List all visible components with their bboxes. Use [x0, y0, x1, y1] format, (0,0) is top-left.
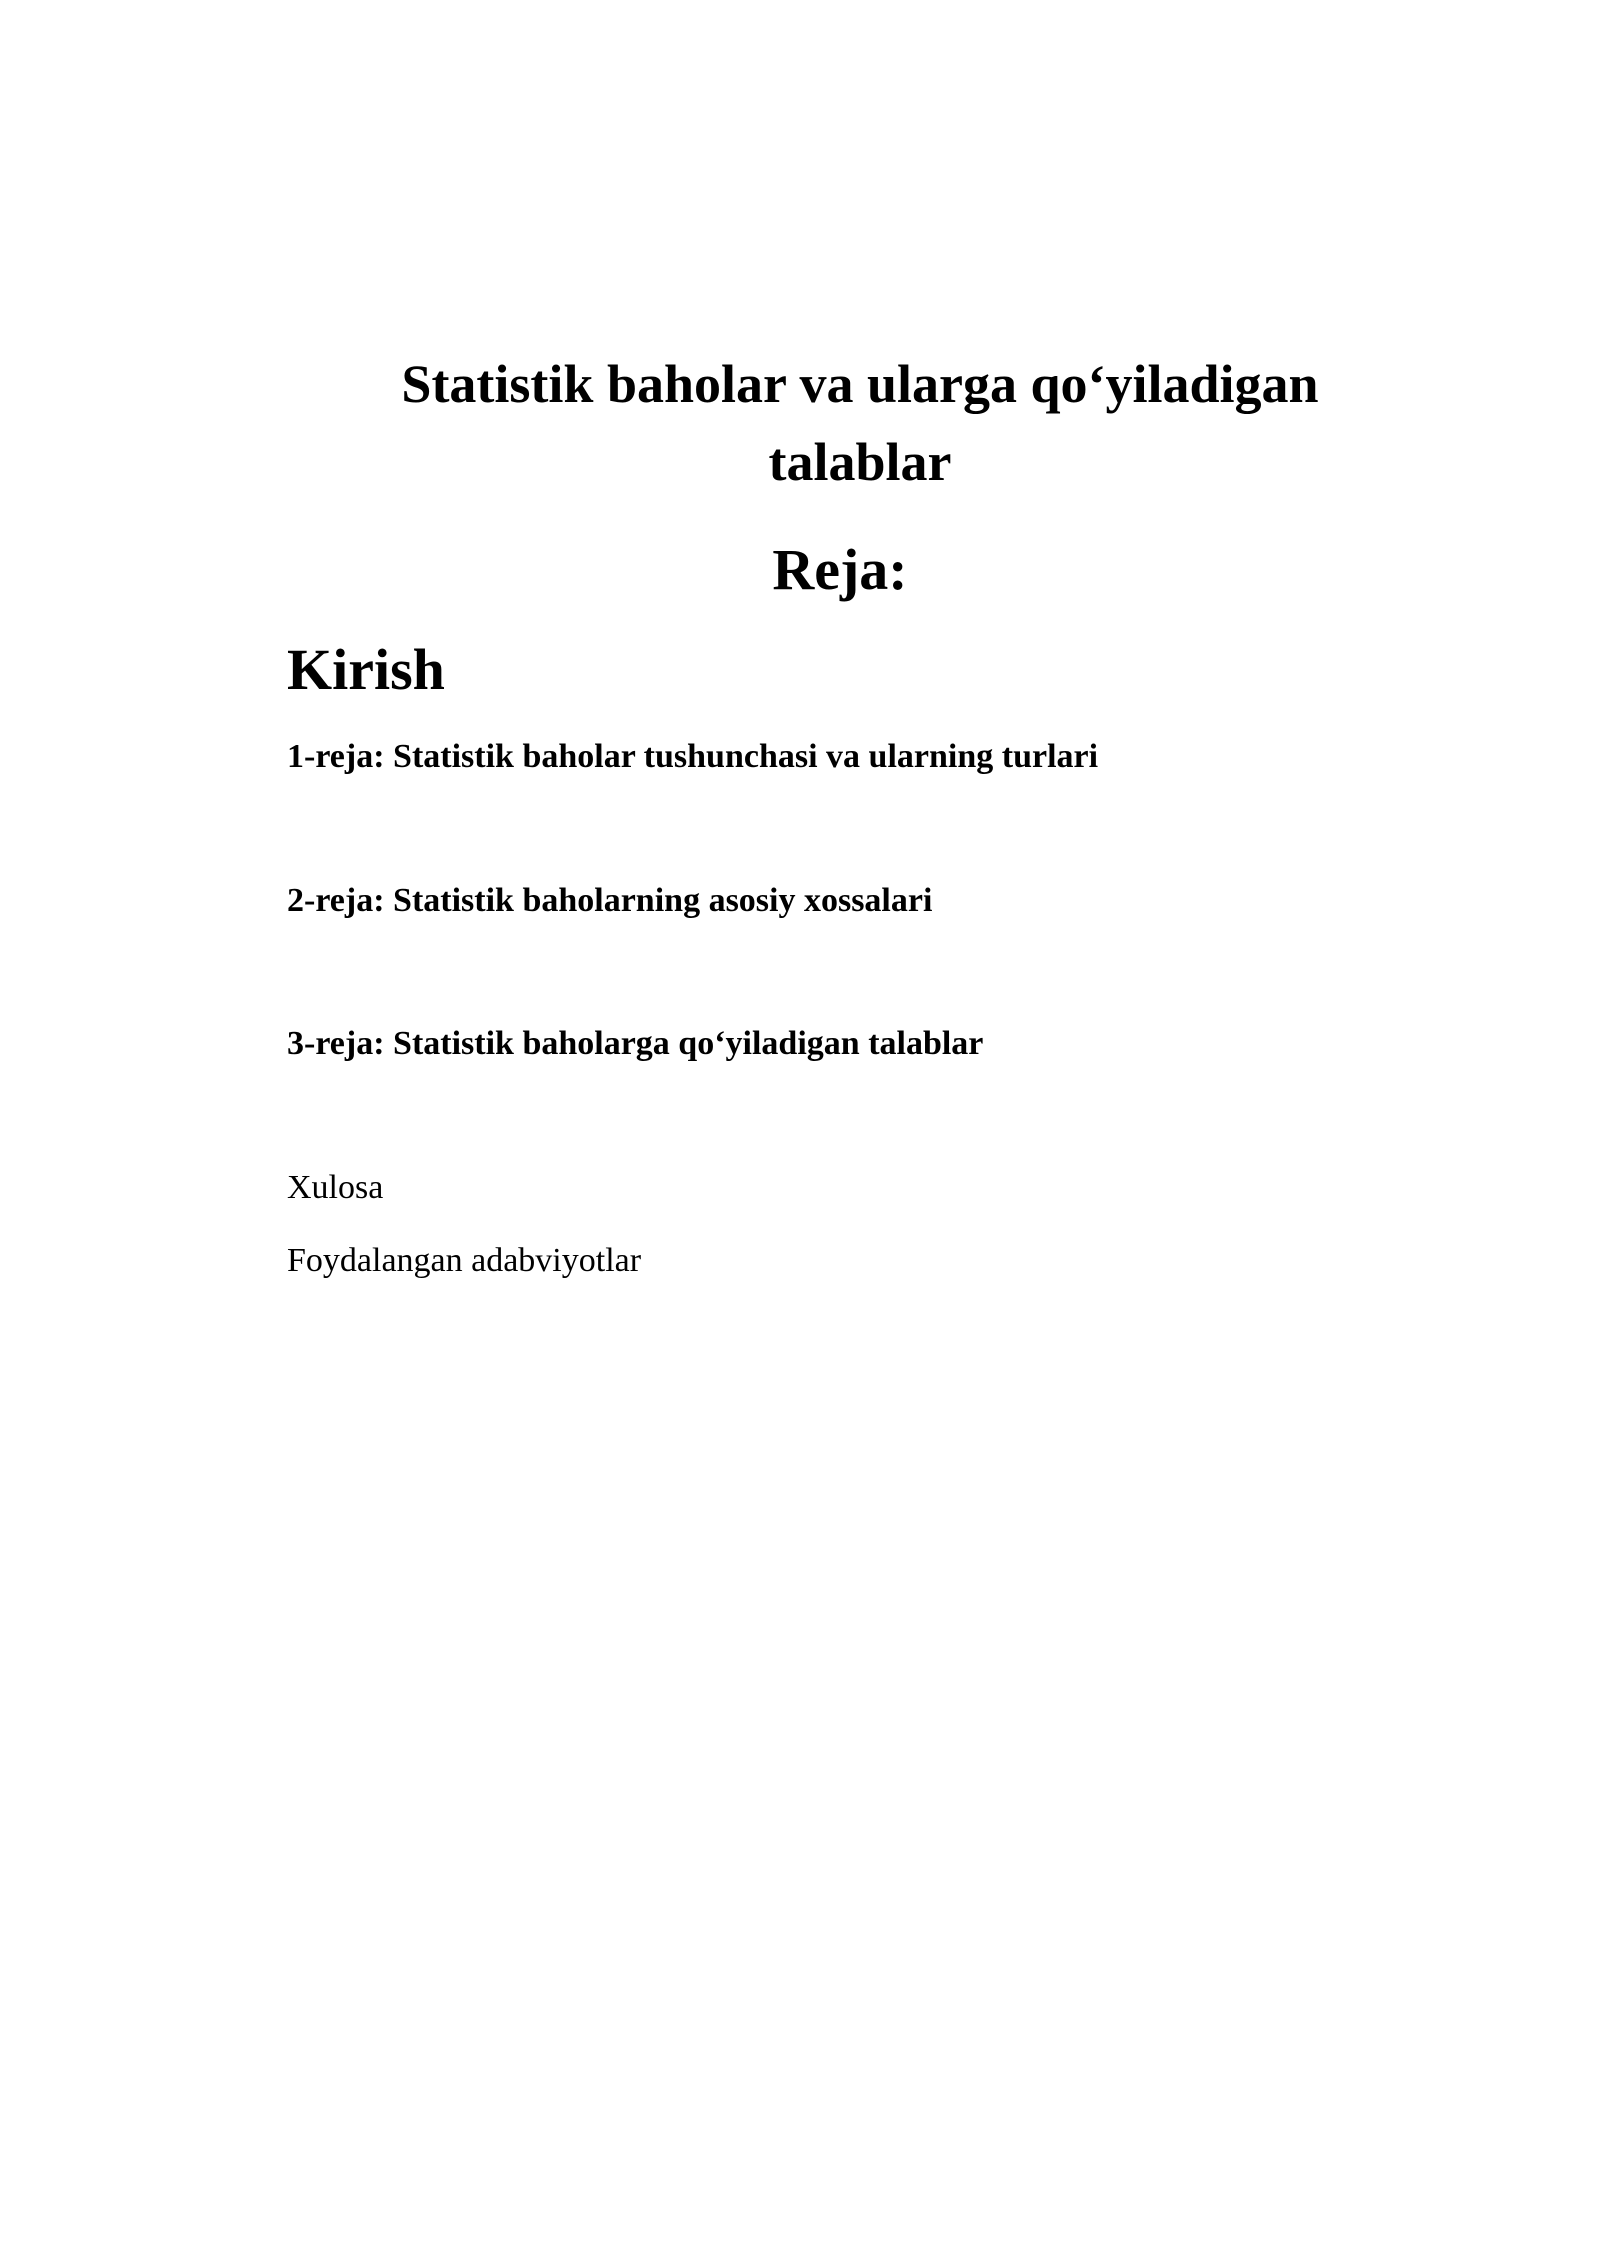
plan-heading: Reja: [772, 537, 908, 602]
document-title: Statistik baholar va ularga qo‘yiladigan talablar [401, 354, 1319, 492]
references-label: Foydalangan adabviyotlar [287, 1242, 642, 1279]
plan-item: 1-reja: Statistik baholar tushunchasi va ularning turlari [287, 738, 1099, 775]
conclusion-label: Xulosa [287, 1169, 384, 1206]
intro-heading: Kirish [287, 637, 445, 702]
plan-item: 2-reja: Statistik baholarning asosiy xossalari [287, 882, 933, 919]
plan-item: 3-reja: Statistik baholarga qo‘yiladigan talablar [287, 1025, 984, 1062]
